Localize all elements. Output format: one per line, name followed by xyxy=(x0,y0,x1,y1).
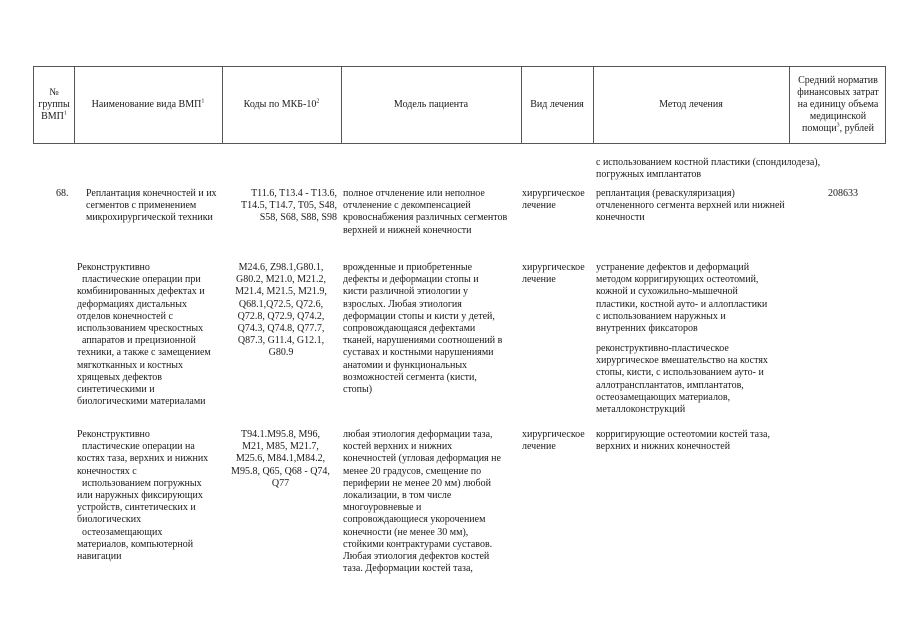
row-68-name: Реплантация конечностей и их сегментов с применением микрохирургической техники xyxy=(86,188,217,224)
row-68-cost: 208633 xyxy=(828,188,858,199)
row-2-method-2: реконструктивно-пластическое хирургическое вмешательство на костях стопы, кисти, с использованием ауто- и аллотрансплантатов, имплантатов, остеозамещающих материалов, металлоконструкций xyxy=(596,343,768,416)
header-icd-codes: Коды по МКБ-$10^2$ xyxy=(243,98,320,110)
row-68-treatment-type: хирургическое лечение xyxy=(522,188,585,212)
row-3-codes: T94.1.M95.8, M96, M21, M85, M21.7, M25.6, M84.1,M84.2, M95.8, Q65, Q68 - Q74, Q77 xyxy=(231,429,330,489)
row-3-treatment-type: хирургическое лечение xyxy=(522,429,585,453)
continuation-method: с использованием костной пластики (спондилодеза), погружных имплантатов xyxy=(596,157,821,181)
row-3-method: корригирующие остеотомии костей таза, верхних и нижних конечностей xyxy=(596,429,770,453)
row-2-patient-model: врожденные и приобретенные дефекты и деформации стопы и кисти различной этиологии у взрослых. Любая этиология деформации стопы и кисти у детей, сопровождающаяся дефектами тканей, нарушениями соотношений в суставах и костными нарушениями анатомии и функциональных возможностей сегмента (кисти, стопы) xyxy=(343,262,503,396)
row-2-treatment-type: хирургическое лечение xyxy=(522,262,585,286)
row-2-name: Реконструктивно пластические операции при комбинированных дефектах и деформациях дистальных отделов конечностей с использованием чрескостных аппаратов и прецизионной техники, а также с замещением мягкотканных и костных хрящевых дефектов синтетическими и биологическими материалами xyxy=(77,262,211,408)
header-treatment-type: Вид лечения xyxy=(530,99,584,110)
row-2-codes: M24.6, Z98.1,G80.1, G80.2, M21.0, M21.2, M21.4, M21.5, M21.9, Q68.1,Q72.5, Q72.6, Q72.8, Q72.9, Q74.2, Q74.3, Q74.8, Q77.7, Q87.3, G11.4, G12.1, G80.9 xyxy=(235,262,327,359)
header-group-number: № группы ВМП$^1$ xyxy=(38,87,70,122)
row-2-method-1: устранение дефектов и деформаций методом корригирующих остеотомий, кожной и сухожильно-мышечной пластики, костной ауто- и аллопластики с использованием наружных и внутренних фиксаторов xyxy=(596,262,768,335)
header-vmp-name: Наименование вида ВМП$^1$ xyxy=(91,98,205,110)
row-68-codes: T11.6, T13.4 - T13.6, T14.5, T14.7, T05, S48, S58, S68, S88, S98 xyxy=(240,188,337,224)
row-3-name: Реконструктивно пластические операции на костях таза, верхних и нижних конечностях с использованием погружных или наружных фиксирующих устройств, синтетических и биологических остеозамещающих материалов, компьютерной навигации xyxy=(77,429,209,563)
header-treatment-method: Метод лечения xyxy=(659,99,723,110)
header-cost: Средний норматив финансовых затрат на единицу объема медицинской помощи$^3$, рублей xyxy=(797,75,879,134)
row-number: 68. xyxy=(56,188,69,199)
row-68-patient-model: полное отчленение или неполное отчленение с декомпенсацией кровоснабжения различных сегментов верхней и нижней конечности xyxy=(343,188,508,236)
table-header xyxy=(33,66,886,144)
row-68-method: реплантация (реваскуляризация) отчлененного сегмента верхней или нижней конечности xyxy=(596,188,785,224)
row-3-patient-model: любая этиология деформации таза, костей верхних и нижних конечностей (угловая деформация не менее 20 градусов, смещение по периферии не менее 20 мм) любой локализации, в том числе многоуровневые и сопровождающиеся укорочением конечности (не менее 30 мм), стойкими контрактурами суставов. Любая этиология дефектов костей таза. Деформации костей таза, xyxy=(343,429,501,575)
header-patient-model: Модель пациента xyxy=(393,99,469,110)
